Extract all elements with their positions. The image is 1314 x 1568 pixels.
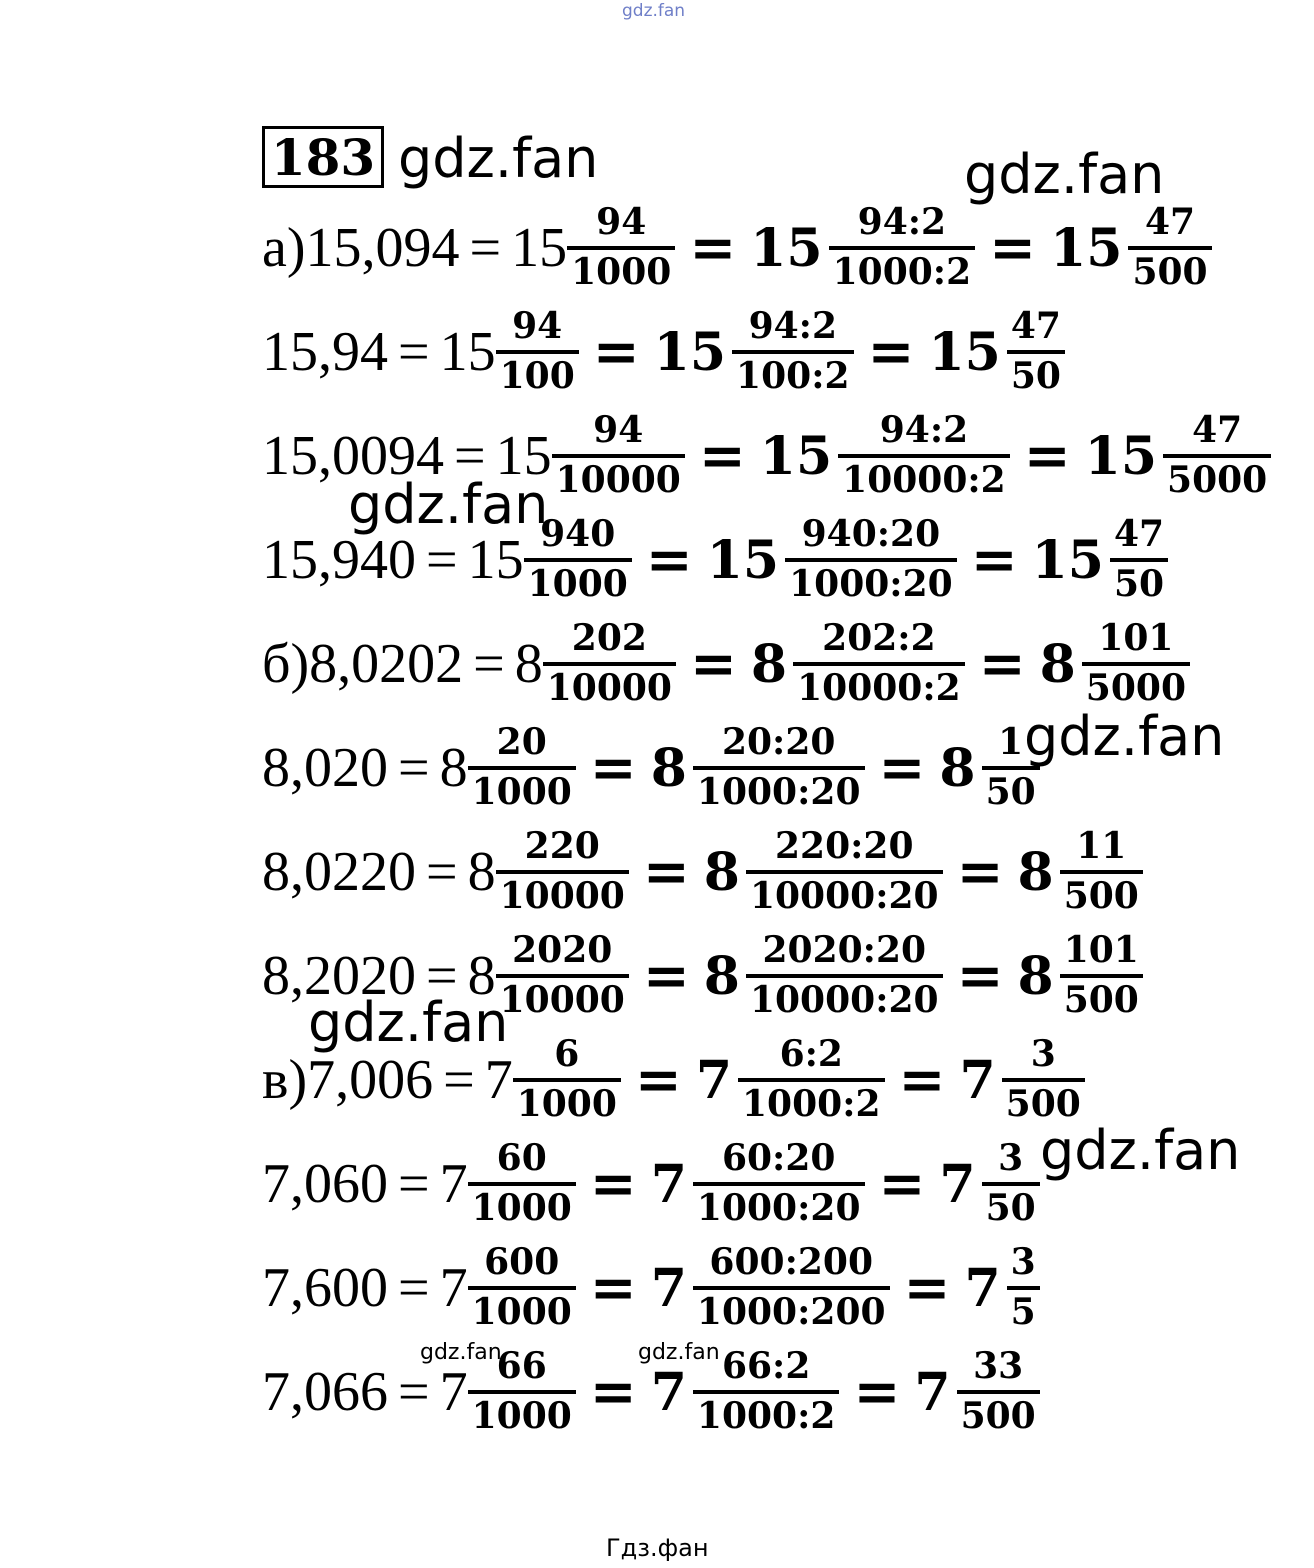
equals-sign: =	[589, 1359, 637, 1425]
numerator: 47	[1192, 409, 1243, 452]
denominator: 1000:2	[829, 246, 976, 292]
watermark-5: gdz.fan	[308, 991, 509, 1054]
denominator: 1000:20	[785, 558, 957, 604]
numerator: 66	[496, 1345, 547, 1388]
whole-part: 15	[706, 529, 780, 591]
denominator: 50	[982, 766, 1040, 812]
reduction-fraction	[738, 1033, 885, 1125]
whole-part: 15	[750, 217, 823, 279]
whole-part: 15	[1031, 529, 1104, 591]
equals-sign: =	[589, 1151, 637, 1217]
whole-part: 8	[939, 737, 976, 799]
decimal-value: 7,060	[262, 1153, 388, 1215]
fraction	[468, 1241, 576, 1333]
whole-part: 15	[467, 529, 524, 591]
equals-sign: =	[867, 319, 915, 385]
watermark-2: gdz.fan	[964, 143, 1165, 206]
whole-part: 7	[959, 1049, 996, 1111]
watermark-3: gdz.fan	[348, 473, 549, 536]
denominator: 1000:20	[693, 1182, 865, 1228]
watermark-top: gdz.fan	[622, 1, 686, 21]
whole-part: 8	[1017, 945, 1054, 1007]
equals-sign: =	[398, 1257, 430, 1319]
decimal-value: 7,006	[307, 1049, 434, 1111]
fraction	[543, 617, 676, 709]
decimal-value: 8,0202	[309, 633, 464, 695]
numerator: 6	[554, 1033, 580, 1076]
fraction	[567, 201, 675, 293]
line-5	[262, 716, 1040, 820]
numerator: 2020:20	[762, 929, 927, 972]
whole-part: 15	[1050, 217, 1123, 279]
denominator: 50	[982, 1182, 1040, 1228]
numerator: 6:2	[779, 1033, 843, 1076]
numerator: 94	[596, 201, 647, 244]
result-fraction	[1082, 617, 1190, 709]
equals-sign: =	[398, 737, 430, 799]
whole-part: 7	[939, 1153, 976, 1215]
numerator: 11	[1076, 825, 1127, 868]
whole-part: 8	[703, 945, 740, 1007]
numerator: 60	[496, 1137, 547, 1180]
fraction	[496, 305, 579, 397]
reduction-fraction	[785, 513, 957, 605]
equals-sign: =	[589, 735, 637, 801]
line-6	[262, 820, 1143, 924]
numerator: 3	[998, 1137, 1024, 1180]
reduction-fraction	[793, 617, 965, 709]
equals-sign: =	[970, 527, 1018, 593]
line-prefix: в)	[262, 1049, 308, 1111]
decimal-value: 8,2020	[262, 945, 416, 1007]
equals-sign: =	[853, 1359, 901, 1425]
whole-part: 7	[650, 1153, 687, 1215]
denominator: 5	[1007, 1286, 1040, 1332]
whole-part: 7	[964, 1257, 1001, 1319]
denominator: 1000	[468, 766, 576, 812]
equals-sign: =	[956, 839, 1004, 905]
decimal-value: 8,020	[262, 737, 388, 799]
numerator: 20:20	[721, 721, 836, 764]
numerator: 3	[1010, 1241, 1036, 1284]
numerator: 20	[496, 721, 547, 764]
numerator: 60:20	[721, 1137, 836, 1180]
equals-sign: =	[426, 529, 458, 591]
equals-sign: =	[398, 321, 430, 383]
line-9	[262, 1132, 1040, 1236]
equals-sign: =	[689, 215, 737, 281]
decimal-value: 8,0220	[262, 841, 416, 903]
whole-part: 8	[439, 737, 468, 799]
equals-sign: =	[398, 1361, 430, 1423]
numerator: 2020	[512, 929, 613, 972]
fraction	[513, 1033, 621, 1125]
equals-sign: =	[878, 735, 926, 801]
whole-part: 15	[759, 425, 833, 487]
equals-sign: =	[898, 1047, 946, 1113]
whole-part: 15	[1084, 425, 1158, 487]
watermark-6: gdz.fan	[1040, 1119, 1241, 1182]
denominator: 1000:2	[738, 1078, 885, 1124]
whole-part: 7	[914, 1361, 951, 1423]
denominator: 500	[1128, 246, 1211, 292]
denominator: 50	[1007, 350, 1065, 396]
numerator: 3	[1030, 1033, 1056, 1076]
denominator: 10000:2	[838, 454, 1010, 500]
whole-part: 7	[695, 1049, 732, 1111]
whole-part: 7	[650, 1361, 687, 1423]
reduction-fraction	[829, 201, 976, 293]
numerator: 66:2	[721, 1345, 811, 1388]
watermark-bottom: Гдз.фан	[606, 1534, 709, 1562]
whole-part: 8	[1017, 841, 1054, 903]
equals-sign: =	[645, 527, 693, 593]
whole-part: 8	[1039, 633, 1076, 695]
reduction-fraction	[693, 1137, 865, 1229]
denominator: 10000:2	[793, 662, 965, 708]
equals-sign: =	[642, 839, 690, 905]
result-fraction	[1060, 929, 1143, 1021]
denominator: 10000:20	[746, 974, 943, 1020]
numerator: 940:20	[801, 513, 941, 556]
numerator: 94	[512, 305, 563, 348]
fraction	[468, 721, 576, 813]
equals-sign: =	[989, 215, 1037, 281]
equals-sign: =	[592, 319, 640, 385]
watermark-small-2: gdz.fan	[638, 1340, 720, 1365]
equals-sign: =	[589, 1255, 637, 1321]
denominator: 500	[1060, 974, 1143, 1020]
numerator: 600:200	[709, 1241, 874, 1284]
whole-part: 7	[650, 1257, 687, 1319]
whole-part: 8	[514, 633, 543, 695]
line-4	[262, 612, 1190, 716]
numerator: 220	[524, 825, 600, 868]
decimal-value: 7,066	[262, 1361, 388, 1423]
equals-sign: =	[689, 631, 737, 697]
equals-sign: =	[473, 633, 505, 695]
denominator: 1000:200	[693, 1286, 890, 1332]
denominator: 500	[1002, 1078, 1085, 1124]
whole-part: 15	[928, 321, 1001, 383]
fraction	[496, 825, 629, 917]
numerator: 220:20	[775, 825, 914, 868]
denominator: 10000	[552, 454, 685, 500]
result-fraction	[1128, 201, 1211, 293]
denominator: 1000	[567, 246, 675, 292]
watermark-1: gdz.fan	[398, 127, 599, 190]
whole-part: 7	[439, 1257, 468, 1319]
whole-part: 15	[653, 321, 727, 383]
numerator: 101	[1063, 929, 1139, 972]
whole-part: 15	[511, 217, 568, 279]
reduction-fraction	[732, 305, 853, 397]
whole-part: 8	[467, 841, 496, 903]
whole-part: 7	[484, 1049, 513, 1111]
numerator: 94:2	[748, 305, 837, 348]
equals-sign: =	[903, 1255, 951, 1321]
equals-sign: =	[1023, 423, 1071, 489]
whole-part: 8	[750, 633, 788, 695]
equals-sign: =	[956, 943, 1004, 1009]
denominator: 500	[957, 1390, 1040, 1436]
whole-part: 7	[439, 1153, 468, 1215]
numerator: 94:2	[879, 409, 969, 452]
result-fraction	[957, 1345, 1040, 1437]
equals-sign: =	[642, 943, 690, 1009]
whole-part: 15	[495, 425, 552, 487]
equals-sign: =	[426, 945, 458, 1007]
reduction-fraction	[693, 1241, 890, 1333]
fraction	[552, 409, 685, 501]
decimal-value: 15,094	[305, 217, 460, 279]
numerator: 47	[1010, 305, 1061, 348]
numerator: 33	[973, 1345, 1024, 1388]
reduction-fraction	[746, 929, 943, 1021]
equals-sign: =	[426, 841, 458, 903]
equals-sign: =	[698, 423, 746, 489]
numerator: 47	[1144, 201, 1196, 244]
reduction-fraction	[838, 409, 1010, 501]
denominator: 5000	[1082, 662, 1190, 708]
numerator: 940	[540, 513, 616, 556]
watermark-small-1: gdz.fan	[420, 1340, 502, 1365]
decimal-value: 15,940	[262, 529, 416, 591]
line-prefix: б)	[262, 633, 310, 695]
equals-sign: =	[634, 1047, 682, 1113]
result-fraction	[1060, 825, 1143, 917]
line-0	[262, 196, 1212, 300]
equals-sign: =	[398, 1153, 430, 1215]
numerator: 202	[571, 617, 647, 660]
denominator: 10000	[496, 974, 629, 1020]
denominator: 1000	[468, 1182, 576, 1228]
denominator: 50	[1110, 558, 1168, 604]
numerator: 47	[1113, 513, 1165, 556]
numerator: 101	[1098, 617, 1174, 660]
result-fraction	[1007, 1241, 1040, 1333]
whole-part: 8	[650, 737, 687, 799]
denominator: 1000	[468, 1286, 576, 1332]
result-fraction	[1163, 409, 1271, 501]
denominator: 10000	[496, 870, 629, 916]
denominator: 10000	[543, 662, 676, 708]
reduction-fraction	[746, 825, 943, 917]
fraction	[496, 929, 629, 1021]
result-fraction	[1110, 513, 1168, 605]
denominator: 1000	[524, 558, 632, 604]
problem-number-box: 183	[262, 126, 384, 188]
denominator: 100	[496, 350, 579, 396]
equals-sign: =	[978, 631, 1026, 697]
denominator: 5000	[1163, 454, 1271, 500]
denominator: 1000	[513, 1078, 621, 1124]
whole-part: 15	[439, 321, 496, 383]
result-fraction	[1002, 1033, 1085, 1125]
equals-sign: =	[878, 1151, 926, 1217]
numerator: 600	[484, 1241, 560, 1284]
whole-part: 8	[703, 841, 740, 903]
denominator: 1000	[468, 1390, 576, 1436]
denominator: 10000:20	[746, 870, 943, 916]
line-prefix: а)	[262, 217, 306, 279]
decimal-value: 7,600	[262, 1257, 388, 1319]
denominator: 100:2	[732, 350, 853, 396]
equals-sign: =	[454, 425, 486, 487]
equals-sign: =	[443, 1049, 475, 1111]
fraction	[468, 1137, 576, 1229]
equals-sign: =	[469, 217, 502, 279]
reduction-fraction	[693, 721, 865, 813]
decimal-value: 15,0094	[262, 425, 444, 487]
whole-part: 8	[467, 945, 496, 1007]
denominator: 1000:20	[693, 766, 865, 812]
numerator: 94	[593, 409, 644, 452]
line-1	[262, 300, 1065, 404]
result-fraction	[982, 1137, 1040, 1229]
watermark-4: gdz.fan	[1024, 705, 1225, 768]
decimal-value: 15,94	[262, 321, 388, 383]
numerator: 1	[998, 721, 1024, 764]
numerator: 94:2	[857, 201, 947, 244]
denominator: 1000:2	[693, 1390, 840, 1436]
whole-part: 7	[439, 1361, 468, 1423]
result-fraction	[1007, 305, 1065, 397]
line-10	[262, 1236, 1040, 1340]
denominator: 500	[1060, 870, 1143, 916]
numerator: 202:2	[822, 617, 936, 660]
